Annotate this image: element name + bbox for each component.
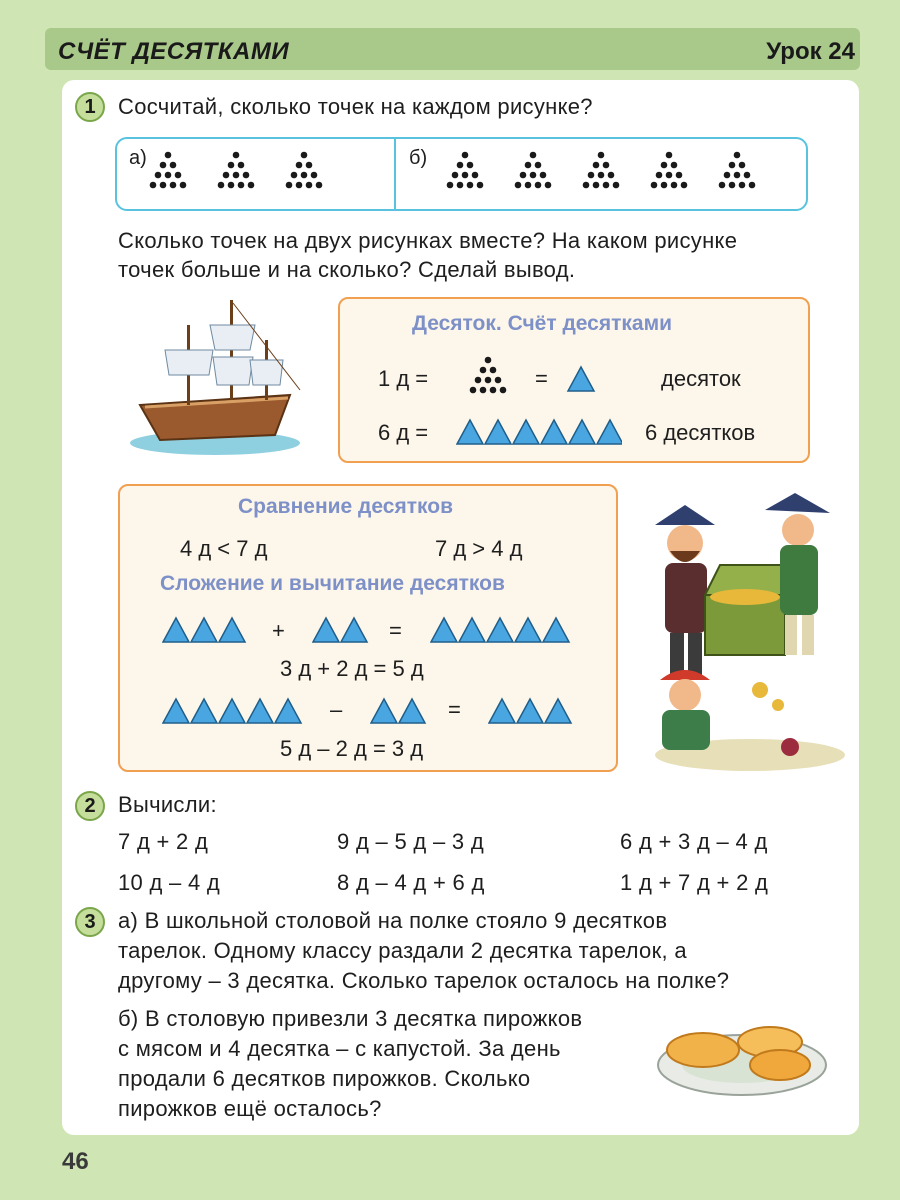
task-3b-line3: продали 6 десятков пирожков. Сколько [118, 1066, 531, 1091]
six-triangle-3 [513, 420, 539, 444]
minus-sign: – [330, 697, 343, 722]
add-a-triangle-1 [163, 618, 189, 642]
task-3a-line3: другому – 3 десятка. Сколько тарелок осталось на полке? [118, 968, 730, 993]
compare-left: 4 д < 7 д [180, 536, 268, 561]
dot-triangle-a-1 [150, 152, 187, 189]
ten-dots [470, 357, 507, 394]
lesson-number: Урок 24 [766, 38, 855, 65]
plus-sign: + [272, 618, 285, 643]
six-triangles [456, 418, 622, 446]
expression-5: 8 д – 4 д + 6 д [337, 870, 485, 895]
addition-equation: 3 д + 2 д = 5 д [280, 656, 424, 681]
pirates-treasure-illustration [640, 485, 855, 780]
rule-tens-title: Десяток. Счёт десятками [412, 312, 673, 335]
six-triangle-6 [597, 420, 622, 444]
task-2-title: Вычисли: [118, 792, 217, 817]
equals-sign-add: = [389, 618, 402, 643]
six-triangle-2 [485, 420, 511, 444]
sub-c-triangle-2 [517, 699, 543, 723]
task-3b-line4: пирожков ещё осталось? [118, 1096, 382, 1121]
sub-triangles-3 [488, 697, 574, 725]
lesson-topic-title: СЧЁТ ДЕСЯТКАМИ [58, 38, 290, 65]
expression-3: 6 д + 3 д – 4 д [620, 829, 768, 854]
expression-2: 9 д – 5 д – 3 д [337, 829, 484, 854]
add-c-triangle-5 [543, 618, 569, 642]
rule-tens-row2-word: 6 десятков [645, 420, 756, 445]
task-1-number: 1 [75, 92, 105, 122]
ten-triangle-icon [566, 365, 596, 393]
rule-tens-row1-left: 1 д = [378, 366, 429, 391]
sub-b-triangle-2 [399, 699, 425, 723]
picture-b-label: б) [409, 147, 428, 169]
sub-c-triangle-3 [545, 699, 571, 723]
ten-dots-triangle [462, 355, 518, 401]
task-2-number: 2 [75, 791, 105, 821]
dot-triangle-a-3 [286, 152, 323, 189]
sub-b-triangle-1 [371, 699, 397, 723]
task-1-question: Сосчитай, сколько точек на каждом рисунке? [118, 94, 593, 119]
task-3a-line2: тарелок. Одному классу раздали 2 десятка тарелок, а [118, 938, 687, 963]
expression-4: 10 д – 4 д [118, 870, 221, 895]
dot-triangle-b-5 [719, 152, 756, 189]
equals-sign-sub: = [448, 697, 461, 722]
rule-tens-row1-word: десяток [661, 366, 741, 391]
sub-triangles-2 [370, 697, 428, 725]
expression-6: 1 д + 7 д + 2 д [620, 870, 769, 895]
dot-box-divider [394, 139, 396, 209]
task-3b-line1: б) В столовую привезли 3 десятка пирожков [118, 1006, 583, 1031]
picture-a-label: а) [129, 147, 147, 169]
compare-right: 7 д > 4 д [435, 536, 523, 561]
six-triangle-4 [541, 420, 567, 444]
dot-triangles-a [148, 150, 348, 196]
six-triangle-5 [569, 420, 595, 444]
sub-a-triangle-2 [191, 699, 217, 723]
dot-triangle-b-2 [515, 152, 552, 189]
dot-triangles-b [445, 150, 785, 196]
expression-1: 7 д + 2 д [118, 829, 209, 854]
rule-tens-row1-eq: = [535, 366, 548, 391]
add-a-triangle-2 [191, 618, 217, 642]
add-c-triangle-4 [515, 618, 541, 642]
dot-triangle-a-2 [218, 152, 255, 189]
rule-compare-title: Сравнение десятков [238, 495, 453, 518]
sub-a-triangle-5 [275, 699, 301, 723]
sub-c-triangle-1 [489, 699, 515, 723]
add-triangles-2 [312, 616, 370, 644]
task-3b-line2: с мясом и 4 десятка – с капустой. За день [118, 1036, 561, 1061]
subtraction-equation: 5 д – 2 д = 3 д [280, 736, 424, 761]
task-3a-line1: а) В школьной столовой на полке стояло 9 десятков [118, 908, 668, 933]
add-c-triangle-3 [487, 618, 513, 642]
add-triangles-3 [162, 616, 248, 644]
dot-triangle-b-1 [447, 152, 484, 189]
add-a-triangle-3 [219, 618, 245, 642]
sub-a-triangle-1 [163, 699, 189, 723]
add-b-triangle-1 [313, 618, 339, 642]
task-1-followup-line2: точек больше и на сколько? Сделай вывод. [118, 257, 576, 282]
dot-triangle-b-4 [651, 152, 688, 189]
page-number: 46 [62, 1148, 89, 1175]
sub-a-triangle-4 [247, 699, 273, 723]
task-1-followup-line1: Сколько точек на двух рисунках вместе? На каком рисунке [118, 228, 738, 253]
sub-triangles-5 [162, 697, 304, 725]
add-c-triangle-2 [459, 618, 485, 642]
add-c-triangle-1 [431, 618, 457, 642]
rule-tens-row2-left: 6 д = [378, 420, 429, 445]
dot-triangle-b-3 [583, 152, 620, 189]
six-triangle-1 [457, 420, 483, 444]
add-b-triangle-2 [341, 618, 367, 642]
pies-plate-illustration [655, 1020, 830, 1100]
add-triangles-5 [430, 616, 572, 644]
ship-illustration [125, 295, 305, 460]
task-3-number: 3 [75, 907, 105, 937]
rule-addsub-title: Сложение и вычитание десятков [160, 572, 505, 595]
sub-a-triangle-3 [219, 699, 245, 723]
